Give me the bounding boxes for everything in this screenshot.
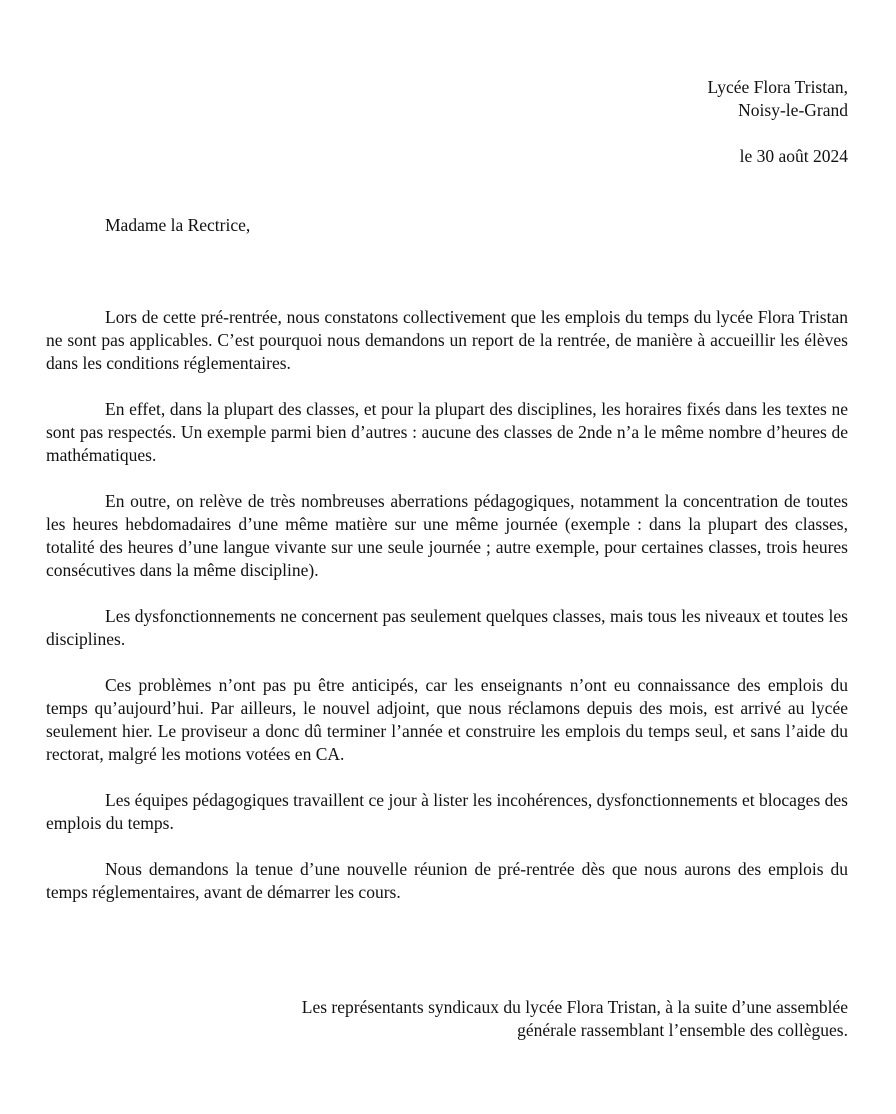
paragraph-4: Les dysfonctionnements ne concernent pas seulement quelques classes, mais tous les niveaux et toutes les disciplines. [46,606,848,649]
signature-line-2: générale rassemblant l’ensemble des collègues. [517,1020,848,1040]
letter-date: le 30 août 2024 [739,146,848,166]
signature-block [302,996,848,1042]
letter-body [46,306,848,927]
paragraph-1: Lors de cette pré-rentrée, nous constatons collectivement que les emplois du temps du lycée Flora Tristan ne sont pas applicables. C’est pourquoi nous demandons un report de la rentrée, de manière à accueillir les élèves dans les conditions réglementaires. [46,307,848,373]
signature-line-1: Les représentants syndicaux du lycée Flora Tristan, à la suite d’une assemblée [301,997,848,1017]
sender-city: Noisy-le-Grand [738,100,848,120]
paragraph-5: Ces problèmes n’ont pas pu être anticipés, car les enseignants n’ont eu connaissance des emplois du temps qu’aujourd’hui. Par ailleurs, le nouvel adjoint, que nous réclamons depuis des mois, est arrivé au lycée seulement hier. Le proviseur a donc dû terminer l’année et construire les emplois du temps seul, et sans l’aide du rectorat, malgré les motions votées en CA. [46,675,848,764]
paragraph-2: En effet, dans la plupart des classes, et pour la plupart des disciplines, les horaires fixés dans les textes ne sont pas respectés. Un exemple parmi bien d’autres : aucune des classes de 2nde n’a le même nombre d’heures de mathématiques. [46,399,848,465]
salutation: Madame la Rectrice, [105,215,251,235]
sender-address [708,76,848,122]
paragraph-7: Nous demandons la tenue d’une nouvelle réunion de pré-rentrée dès que nous aurons des emplois du temps réglementaires, avant de démarrer les cours. [46,859,848,902]
paragraph-6: Les équipes pédagogiques travaillent ce jour à lister les incohérences, dysfonctionnements et blocages des emplois du temps. [46,790,848,833]
paragraph-3: En outre, on relève de très nombreuses aberrations pédagogiques, notamment la concentration de toutes les heures hebdomadaires d’une même matière sur une même journée (exemple : dans la plupart des classes, totalité des heures d’une langue vivante sur une seule journée ; autre exemple, pour certaines classes, trois heures consécutives dans la même discipline). [46,491,848,580]
sender-school: Lycée Flora Tristan, [707,77,848,97]
